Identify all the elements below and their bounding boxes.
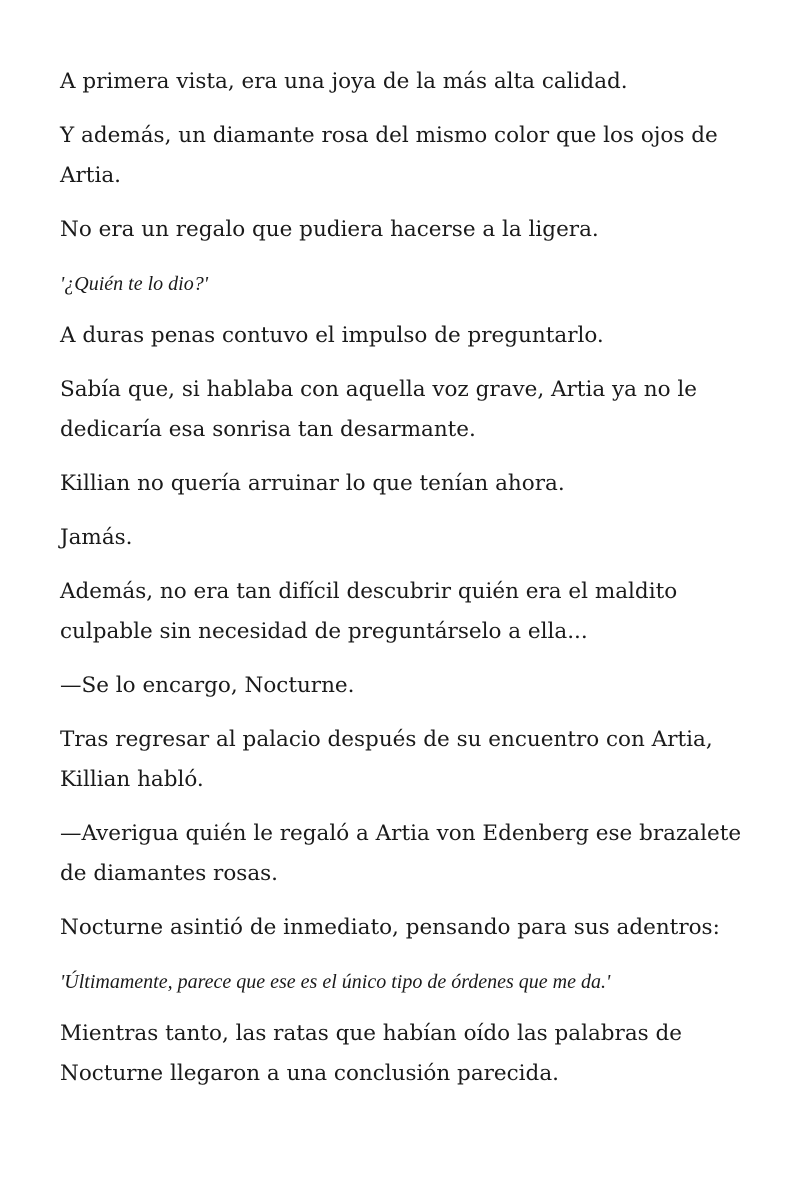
paragraph: Y además, un diamante rosa del mismo color que los ojos de Artia. (60, 123, 718, 188)
paragraph: Killian no quería arruinar lo que tenían ahora. (60, 471, 565, 496)
document-page (60, 62, 750, 1108)
paragraph: Sabía que, si hablaba con aquella voz grave, Artia ya no le dedicaría esa sonrisa tan desarmante. (60, 377, 697, 442)
paragraph: Jamás. (60, 525, 133, 550)
paragraph: No era un regalo que pudiera hacerse a la ligera. (60, 217, 599, 242)
dialogue-paragraph: —Averigua quién le regaló a Artia von Edenberg ese brazalete de diamantes rosas. (60, 821, 742, 886)
thought-paragraph: '¿Quién te lo dio?' (60, 273, 208, 295)
paragraph: Nocturne asintió de inmediato, pensando para sus adentros: (60, 915, 720, 940)
paragraph: Tras regresar al palacio después de su encuentro con Artia, Killian habló. (60, 727, 713, 792)
dialogue-paragraph: —Se lo encargo, Nocturne. (60, 673, 355, 698)
thought-paragraph: 'Últimamente, parece que ese es el único tipo de órdenes que me da.' (60, 971, 611, 993)
paragraph: Mientras tanto, las ratas que habían oído las palabras de Nocturne llegaron a una conclusión parecida. (60, 1021, 682, 1086)
paragraph: Además, no era tan difícil descubrir quién era el maldito culpable sin necesidad de preguntárselo a ella... (60, 579, 678, 644)
paragraph: A duras penas contuvo el impulso de preguntarlo. (60, 323, 604, 348)
paragraph: A primera vista, era una joya de la más alta calidad. (60, 69, 628, 94)
